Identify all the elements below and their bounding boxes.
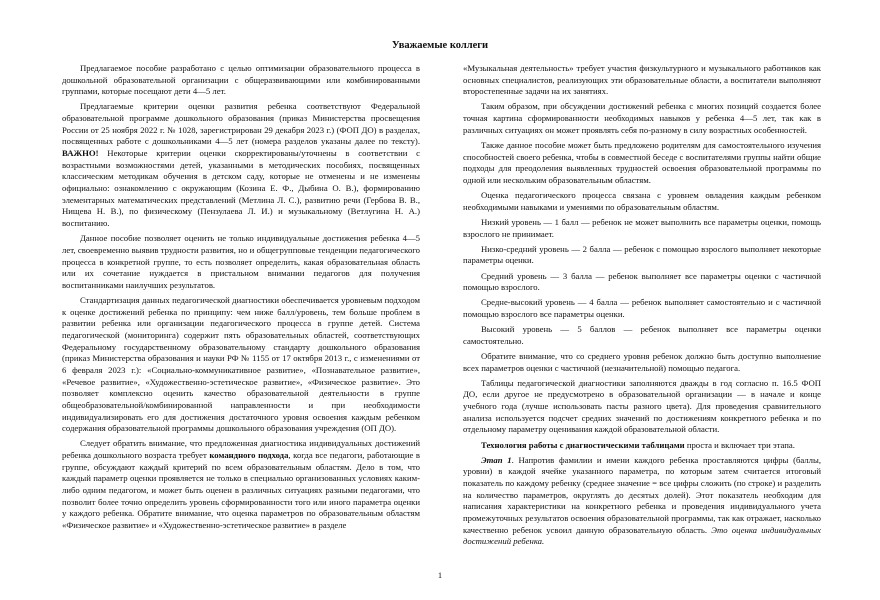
- paragraph: Таким образом, при обсуждении достижений ребенка с многих позиций создается более точная картина сформированности необходимых навыков у ребенка 4—5 лет, так как в различных ситуациях он может проявлять себя по-разному в силу возрастных особенностей.: [463, 101, 821, 135]
- section-heading: Технология работы с диагностическими таблицами: [481, 439, 685, 450]
- emphasis-team-approach: командного подхода: [209, 450, 289, 460]
- right-column: [463, 63, 821, 551]
- paragraph: Стандартизация данных педагогической диагностики обеспечивается уровневым подходом к оценке достижений ребенка по принципу: чем ниже балл/уровень, тем больше проблем в развитии ребенка или организации педагогического процесса в группе детей. Система педагогической (мониторинга) содержит пять образовательных областей, соответствующих Федеральному государственному образовательному стандарту дошкольного образования (приказ Министерства образования и науки РФ № 1155 от 17 октября 2013 г., с изменениями от 6 февраля 2023 г.): «Социально-коммуникативное развитие», «Познавательное развитие», «Речевое развитие», «Художественно-эстетическое развитие», «Физическое развитие». Это позволяет комплексно оценить качество образовательной деятельности в группе общеобразовательной/комбинированной направленности и при необходимости индивидуализировать его для достижения достаточного уровня освоения каждым ребенком содержания образовательной программы дошкольного образования учреждения (ОП ДО).: [62, 294, 420, 434]
- paragraph: Обратите внимание, что со среднего уровня ребенок должно быть доступно выполнение всех параметров оценки с частичной (незначительной) помощью педагога.: [463, 350, 821, 373]
- level-low: Низкий уровень — 1 балл — ребенок не может выполнить все параметры оценки, помощь взрослого не принимает.: [463, 216, 821, 239]
- stage-label: Этап 1: [481, 454, 512, 465]
- paragraph: [463, 440, 821, 452]
- paragraph: [62, 438, 420, 531]
- paragraph: [62, 101, 420, 229]
- text-run: . Напротив фамилии и имени каждого ребенка проставляются цифры (баллы, уровни) в каждой ячейке указанного параметра, по которым затем считается итоговый показатель по каждому ребенку (среднее значение = все цифры сложить (по строке) и разделить на количество параметров, округлять до десятых долей). Этот показатель необходим для написания характеристики на конкретного ребенка и проведения индивидуального учета промежуточных результатов освоения образовательной программы, так как отражает, насколько качественно ребенок усвоил данную образовательную область.: [463, 454, 821, 535]
- page-title: Уважаемые коллеги: [391, 40, 489, 51]
- paragraph: «Музыкальная деятельность» требует участия физкультурного и музыкального работников как основных специалистов, реализующих эти образовательные области, а воспитатели выполняют второстепенные задачи на их занятиях.: [463, 63, 821, 97]
- paragraph: Также данное пособие может быть предложено родителям для самостоятельного изучения способностей своего ребенка, чтобы в совместной беседе с воспитателями группы найти общие подходы для преодоления выявленных трудностей освоения образовательной программы по одной или нескольким образовательным областям.: [463, 139, 821, 185]
- paragraph: Таблицы педагогической диагностики заполняются дважды в год согласно п. 16.5 ФОП ДО, если другое не предусмотрено в образовательной организации — в начале и конце учебного года (лучше использовать пасты разного цвета). Для проведения сравнительного анализа используется подсчет средних значений по достижениям конкретного ребенка и по отдельному параметру оценивания каждой образовательной области.: [463, 377, 821, 435]
- text-run: , когда все педагоги, работающие в группе, обсуждают каждый критерий по всем образовательным областям. Дело в том, что каждый параметр оценки проявляется не только в специально организованных условиях каким-либо одним педагогом, и может быть оценен в различных ситуациях разными педагогами, что позволит более точно определить уровень сформированности того или иного параметра оценки у каждого ребенка. Обратите внимание, что оценка параметров по образовательным областям «Физическое развитие» и «Художественно-эстетическое развитие» в разделе: [62, 450, 420, 530]
- text-run: Следует обратить внимание, что предложенная диагностика индивидуальных достижений ребенка дошкольного возраста требует: [62, 438, 420, 460]
- text-run: проста и включает три этапа.: [686, 439, 795, 450]
- text-run: Некоторые критерии оценки скорректированы/уточнены в соответствии с возрастными возможностями детей, указанными в методических пособиях, посвященных классическим методикам обучения в детском саду, которые не отменены и не изменены официально: ознакомлению с окружающим (Козина Е. Ф., Дыбина О. В.), формированию элементарных математических представлений (Метлина Л. С.), развитию речи (Гербова В. В., Нищева Н. В.), по физическому (Пензулаева Л. И.) и музыкальному (Ветлугина Н. А.) воспитанию.: [62, 148, 420, 229]
- italic-note: Это оценка индивидуальных достижений ребенка.: [463, 524, 821, 547]
- text-run: Предлагаемые критерии оценки развития ребенка соответствуют Федеральной образовательной программе дошкольного образования (приказ Министерства просвещения России от 25 ноября 2022 г. № 1028, зарегистрирован 29 декабря 2023 г.) (ФОП ДО) в разделах, посвященных работе с дошкольниками 4—5 лет (номера разделов указаны далее по тексту).: [62, 101, 420, 147]
- page-number: 1: [437, 570, 443, 580]
- important-note: ВАЖНО!: [62, 148, 99, 159]
- paragraph: [463, 455, 821, 548]
- paragraph: Данное пособие позволяет оценить не только индивидуальные достижения ребенка 4—5 лет, своевременно выявив трудности развития, но и общегрупповые тенденции педагогического процесса в конкретной группе, то есть позволяет определить, какая образовательная область или их сочетание нуждается в пристальном внимании педагогов для получения воспитанниками наилучших результатов.: [62, 233, 420, 290]
- level-medium-high: Средне-высокий уровень — 4 балла — ребенок выполняет самостоятельно и с частичной помощью взрослого все параметры оценки.: [463, 297, 821, 319]
- level-medium: Средний уровень — 3 балла — ребенок выполняет все параметры оценки с частичной помощью взрослого.: [463, 270, 821, 293]
- paragraph: Оценка педагогического процесса связана с уровнем овладения каждым ребенком необходимыми навыками и умениями по образовательным областям.: [463, 190, 821, 212]
- level-high: Высокий уровень — 5 баллов — ребенок выполняет все параметры оценки самостоятельно.: [463, 324, 821, 346]
- paragraph: Предлагаемое пособие разработано с целью оптимизации образовательного процесса в дошкольной образовательной организации с общеразвивающими или комбинированными группами, которые посещают дети 4—5 лет.: [62, 63, 420, 97]
- level-low-medium: Низко-средний уровень — 2 балла — ребенок с помощью взрослого выполняет некоторые параметры оценки.: [463, 243, 821, 266]
- left-column: [62, 63, 420, 535]
